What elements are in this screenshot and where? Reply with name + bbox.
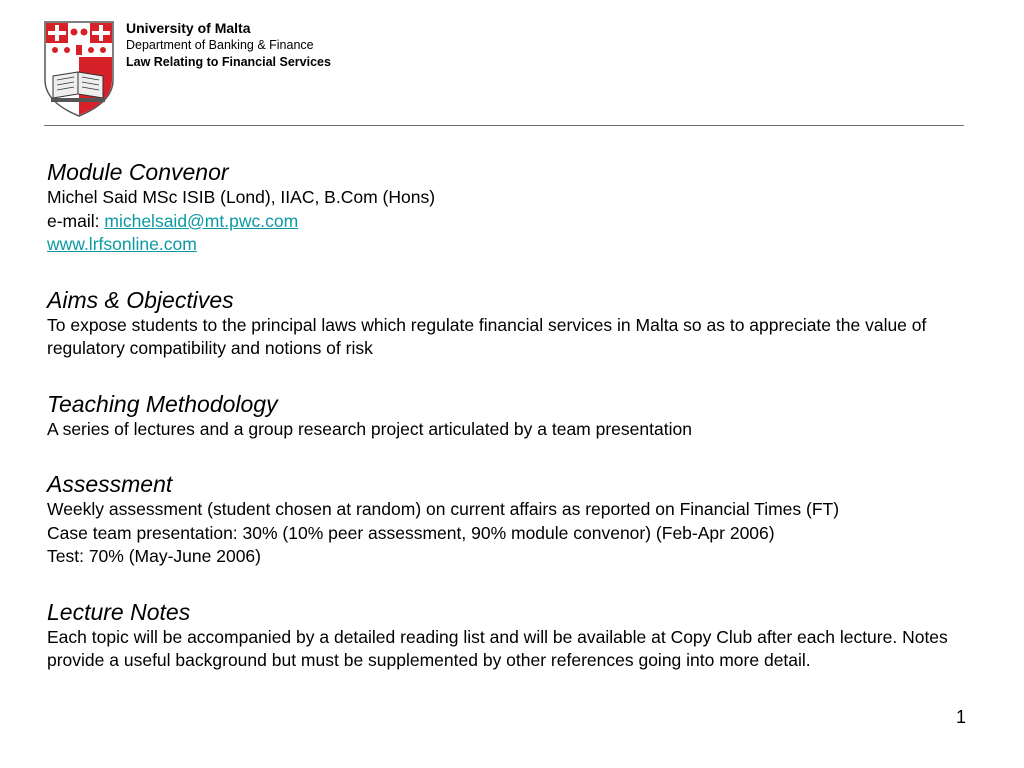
university-crest-icon xyxy=(43,20,115,118)
convenor-name: Michel Said MSc ISIB (Lond), IIAC, B.Com (Hons) xyxy=(47,187,436,207)
teaching-text: A series of lectures and a group research project articulated by a team presentation xyxy=(47,418,692,439)
section-heading: Module Convenor xyxy=(47,159,229,185)
email-label: e-mail: xyxy=(47,210,105,231)
department-name: Department of Banking & Finance xyxy=(126,38,314,52)
website-link[interactable]: www.lrfsonline.com xyxy=(47,234,197,254)
email-link[interactable]: michelsaid@mt.pwc.com xyxy=(104,210,299,231)
header-divider xyxy=(44,125,964,126)
page-number: 1 xyxy=(955,707,966,727)
section-assessment xyxy=(47,470,977,569)
aims-text: To expose students to the principal laws which regulate financial services in Malta so as to appreciate the value of regulatory compatibility and notions of risk xyxy=(47,314,927,358)
section-heading: Assessment xyxy=(47,471,173,497)
section-teaching-methodology xyxy=(47,390,977,442)
website-line xyxy=(47,233,977,257)
slide-content xyxy=(47,158,977,702)
section-heading: Lecture Notes xyxy=(47,598,191,625)
section-heading: Teaching Methodology xyxy=(47,390,278,417)
convenor-email-line xyxy=(47,210,977,234)
header xyxy=(126,20,331,71)
course-title: Law Relating to Financial Services xyxy=(126,55,331,69)
section-heading: Aims & Objectives xyxy=(47,286,234,313)
section-aims-objectives xyxy=(47,286,977,361)
assessment-line: Test: 70% (May-June 2006) xyxy=(47,546,261,566)
lecture-notes-text: Each topic will be accompanied by a detailed reading list and will be available at Copy Club after each lecture. Notes provide a useful background but must be supplemented by other references going into more detail. xyxy=(47,626,948,670)
section-module-convenor xyxy=(47,158,977,257)
university-name: University of Malta xyxy=(126,20,251,36)
assessment-line: Weekly assessment (student chosen at random) on current affairs as reported on Financial Times (FT) xyxy=(47,499,840,519)
section-lecture-notes xyxy=(47,598,977,673)
assessment-line: Case team presentation: 30% (10% peer assessment, 90% module convenor) (Feb-Apr 2006) xyxy=(47,522,775,543)
